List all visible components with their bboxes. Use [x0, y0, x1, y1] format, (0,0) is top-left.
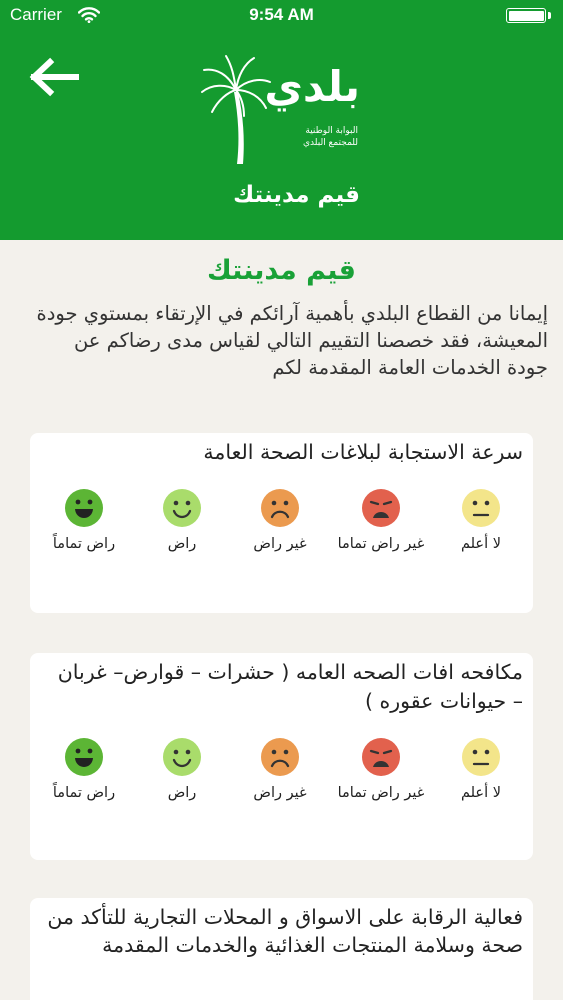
logo-desc-line1: البوابة الوطنية — [305, 126, 358, 136]
question-text: مكافحه افات الصحه العامه ( حشرات – قوارض– غربان – حيوانات عقوره ) — [57, 660, 523, 713]
rating-option-label: راض تماماً — [52, 785, 116, 801]
question-card — [30, 653, 533, 860]
very-happy-face-icon — [64, 488, 104, 528]
question-card — [30, 433, 533, 613]
question-card — [30, 898, 533, 1000]
battery-icon — [506, 8, 546, 23]
rating-option-label: غير راض تماما — [337, 785, 425, 801]
battery-fill — [509, 11, 544, 21]
unhappy-face-icon — [260, 488, 300, 528]
rating-option-label: غير راض تماما — [337, 536, 425, 552]
status-time: 9:54 AM — [249, 5, 314, 24]
rating-option-label: راض — [167, 785, 197, 801]
logo-slogan: قيم مدينتك — [233, 182, 360, 208]
rating-option-label: غير راض — [253, 536, 307, 552]
rating-option-dont-know[interactable] — [436, 737, 526, 802]
rating-option-dont-know[interactable] — [436, 488, 526, 553]
unhappy-face-icon — [260, 737, 300, 777]
arrow-left-icon — [26, 55, 80, 99]
balady-logo — [198, 52, 368, 217]
happy-face-icon — [162, 737, 202, 777]
neutral-face-icon — [461, 737, 501, 777]
rating-option-label: راض تماماً — [52, 536, 116, 552]
question-text: سرعة الاستجابة لبلاغات الصحة العامة — [203, 440, 523, 464]
very-unhappy-face-icon — [361, 737, 401, 777]
very-happy-face-icon — [64, 737, 104, 777]
rating-option-satisfied[interactable] — [137, 737, 227, 802]
rating-option-very-satisfied[interactable] — [39, 488, 129, 553]
carrier-label: Carrier — [10, 5, 62, 24]
page-title: قيم مدينتك — [207, 255, 356, 286]
rating-option-unsatisfied[interactable] — [235, 488, 325, 553]
rating-option-label: لا أعلم — [460, 785, 501, 801]
rating-option-label: غير راض — [253, 785, 307, 801]
neutral-face-icon — [461, 488, 501, 528]
logo-name: بلدي — [264, 62, 360, 111]
rating-option-label: راض — [167, 536, 197, 552]
question-text: فعالية الرقابة على الاسواق و المحلات التجارية للتأكد من صحة وسلامة المنتجات الغذائية والخدمات المقدمة — [47, 905, 523, 957]
rating-option-very-unsatisfied[interactable] — [336, 488, 426, 553]
happy-face-icon — [162, 488, 202, 528]
status-bar — [0, 0, 563, 30]
logo-description — [272, 125, 358, 149]
intro-text: إيمانا من القطاع البلدي بأهمية آرائكم في الإرتقاء بمستوي جودة المعيشة، فقد خصصنا التقييم التالي لقياس مدى رضاكم عن جودة الخدمات العامة المقدمة لكم — [36, 302, 548, 379]
rating-option-very-unsatisfied[interactable] — [336, 737, 426, 802]
rating-option-very-satisfied[interactable] — [39, 737, 129, 802]
logo-desc-line2: للمجتمع البلدي — [302, 138, 358, 148]
rating-option-label: لا أعلم — [460, 536, 501, 552]
battery-tip — [548, 12, 551, 19]
header — [0, 30, 563, 240]
rating-option-satisfied[interactable] — [137, 488, 227, 553]
back-button[interactable] — [26, 55, 80, 99]
rating-option-unsatisfied[interactable] — [235, 737, 325, 802]
very-unhappy-face-icon — [361, 488, 401, 528]
